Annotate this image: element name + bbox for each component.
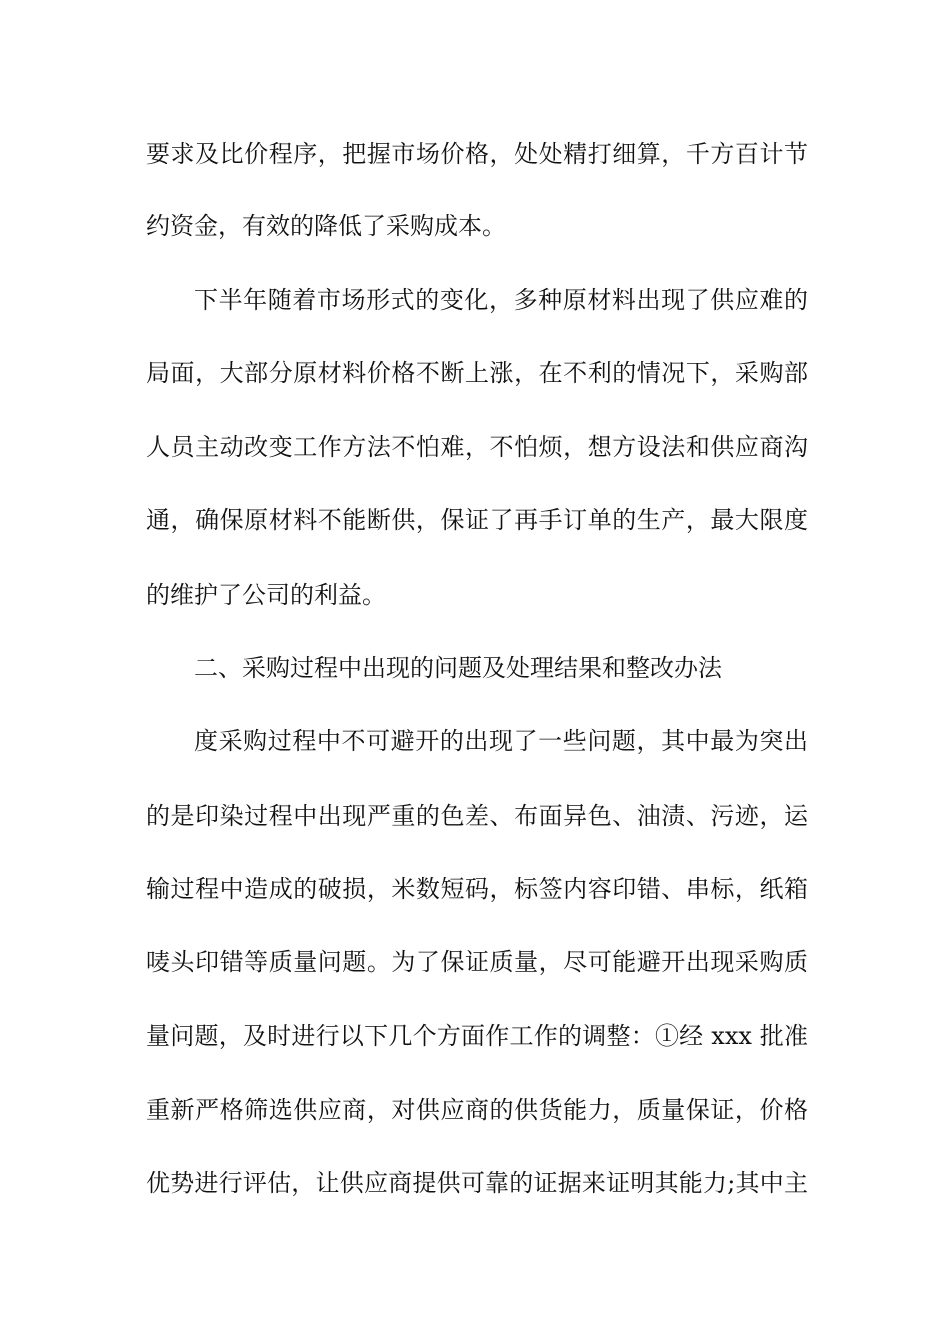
paragraph-line: 人员主动改变工作方法不怕难，不怕烦，想方设法和供应商沟 bbox=[146, 433, 808, 461]
paragraph-line: 量问题，及时进行以下几个方面作工作的调整：①经 xxx 批准 bbox=[146, 1022, 808, 1050]
paragraph-line: 唛头印错等质量问题。为了保证质量，尽可能避开出现采购质 bbox=[146, 948, 808, 976]
paragraph-line: 的维护了公司的利益。 bbox=[146, 581, 386, 609]
section-heading: 二、采购过程中出现的问题及处理结果和整改办法 bbox=[194, 654, 722, 682]
paragraph-line: 输过程中造成的破损，米数短码，标签内容印错、串标，纸箱 bbox=[146, 875, 808, 903]
paragraph-line: 局面，大部分原材料价格不断上涨，在不利的情况下，采购部 bbox=[146, 359, 808, 387]
paragraph-line: 要求及比价程序，把握市场价格，处处精打细算，千方百计节 bbox=[146, 140, 808, 168]
paragraph-line: 的是印染过程中出现严重的色差、布面异色、油渍、污迹，运 bbox=[146, 802, 808, 830]
paragraph-line: 重新严格筛选供应商，对供应商的供货能力，质量保证，价格 bbox=[146, 1096, 808, 1124]
paragraph-line: 优势进行评估，让供应商提供可靠的证据来证明其能力;其中主 bbox=[146, 1169, 808, 1197]
paragraph-line: 约资金，有效的降低了采购成本。 bbox=[146, 212, 506, 240]
paragraph-line: 度采购过程中不可避开的出现了一些问题，其中最为突出 bbox=[194, 727, 808, 755]
paragraph-line: 下半年随着市场形式的变化，多种原材料出现了供应难的 bbox=[194, 286, 808, 314]
paragraph-line: 通，确保原材料不能断供，保证了再手订单的生产，最大限度 bbox=[146, 506, 808, 534]
